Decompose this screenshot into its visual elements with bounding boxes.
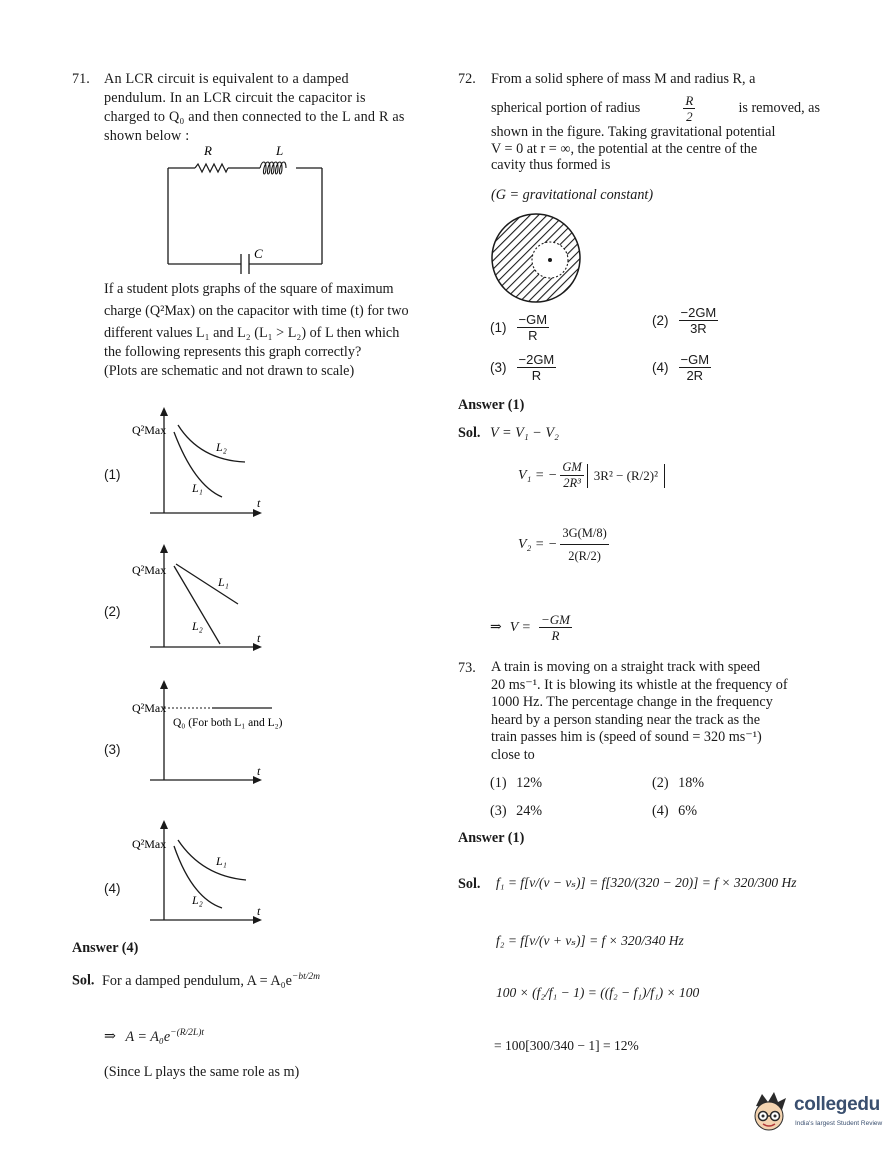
curve-label: L₂: [192, 893, 203, 907]
x-label: t: [257, 904, 261, 918]
option-value: [679, 352, 712, 383]
option-number: (3): [490, 803, 507, 819]
eq2-exp: −(R/2L)t: [170, 1028, 205, 1038]
brand-tagline: India's largest Student Review: [795, 1120, 883, 1127]
option-number: (2): [652, 313, 669, 328]
label-l: L: [276, 143, 284, 158]
q72-option-4[interactable]: [652, 352, 711, 383]
q71-body-line: the following represents this graph correctly?: [104, 344, 362, 360]
q71-block: [72, 70, 434, 146]
frac-numerator: −GM: [518, 312, 548, 327]
frac-denominator: 3R: [690, 321, 707, 336]
q72-note: (G = gravitational constant): [491, 186, 654, 203]
curve-label: L₁: [218, 575, 229, 589]
v1-bracket: 3R² − (R/2)²: [587, 464, 665, 488]
q71-eq2: [104, 1024, 204, 1047]
line-label: Q₀ (For both L₁ and L₂): [173, 717, 283, 729]
q73-option-2[interactable]: [652, 774, 704, 793]
sol-label: Sol.: [458, 876, 481, 892]
q72-block: [458, 70, 820, 205]
q73-option-3[interactable]: [490, 802, 542, 821]
q72-line: cavity thus formed is: [491, 157, 611, 173]
q73-result-equation: = 100[300/340 − 1] = 12%: [494, 1038, 639, 1053]
mascot-icon: [748, 1090, 790, 1136]
option-value: [517, 312, 550, 343]
q72-line2-post: is removed, as: [738, 100, 820, 116]
frac-numerator: −2GM: [680, 305, 717, 320]
q73-line: 20 ms⁻¹. It is blowing its whistle at the frequency of: [491, 676, 788, 693]
q71-body: [104, 280, 436, 381]
q71-number: 71.: [72, 71, 90, 87]
option-number: (1): [490, 775, 507, 791]
lcr-circuit-diagram: [160, 140, 330, 275]
frac-numerator: R: [685, 93, 694, 108]
brand-name: collegedu: [794, 1094, 880, 1115]
q72-solution: [458, 424, 559, 443]
v2-lhs: V₂ = −: [518, 536, 558, 552]
q73-number: 73.: [458, 660, 476, 676]
sol-label: Sol.: [458, 425, 481, 441]
q73-line: train passes him is (speed of sound = 320 ms⁻¹): [491, 729, 762, 745]
collegedunia-logo: [748, 1088, 891, 1140]
q71-stem-line: shown below :: [104, 128, 190, 144]
q72-number: 72.: [458, 71, 476, 87]
option-text: 18%: [678, 775, 705, 791]
q71-option-number[interactable]: (3): [104, 742, 121, 757]
curve-label: L₂: [192, 619, 203, 633]
q73-line: A train is moving on a straight track with speed: [491, 659, 761, 675]
q71-option-2-graph: [130, 542, 280, 654]
q73-f1-equation: f₁ = f[v/(v − vₛ)] = f[320/(320 − 20)] = f × 320/300 Hz: [496, 875, 797, 890]
y-label: Q²Max: [132, 701, 167, 715]
q73-block: [458, 659, 820, 764]
option-value: [517, 352, 557, 383]
curve-label: L₁: [216, 854, 227, 868]
q71-body-line: If a student plots graphs of the square of maximum: [104, 281, 394, 297]
q72-option-1[interactable]: [490, 312, 549, 343]
q71-solution: [72, 968, 320, 991]
q71-body-line: charge (Q²Max) on the capacitor with time (t) for two: [104, 303, 409, 319]
q71-option-number[interactable]: (1): [104, 467, 121, 482]
sol-exp: −bt/2m: [291, 972, 320, 982]
q72-line: From a solid sphere of mass M and radius R, a: [491, 71, 756, 87]
frac-numerator: −GM: [540, 612, 570, 627]
q73-f2-equation: f₂ = f[v/(v + vₛ)] = f × 320/340 Hz: [496, 933, 684, 948]
q71-stem-line: charged to Q₀ and then connected to the L and R as: [104, 109, 405, 125]
option-text: 24%: [516, 803, 543, 819]
q73-option-1[interactable]: [490, 774, 542, 793]
option-value: [679, 305, 719, 336]
y-label: Q²Max: [132, 563, 167, 577]
q71-option-4-graph: [130, 818, 280, 930]
q72-line2-pre: spherical portion of radius: [491, 100, 641, 116]
frac-numerator: −2GM: [518, 352, 555, 367]
frac-numerator: GM: [562, 460, 582, 474]
x-label: t: [257, 631, 261, 645]
q73-sol-label: [458, 875, 480, 894]
q73-percent-equation: 100 × (f₂/f₁ − 1) = ((f₂ − f₁)/f₁) × 100: [496, 985, 700, 1000]
eq2-text: A = A₀e: [125, 1028, 171, 1045]
q71-note: (Since L plays the same role as m): [104, 1064, 300, 1080]
sol-line: V = V₁ − V₂: [490, 425, 559, 441]
label-r: R: [204, 143, 212, 158]
q72-line: shown in the figure. Taking gravitational potential: [491, 124, 776, 140]
implies-symbol: ⇒: [490, 620, 502, 635]
sphere-with-cavity-figure: [490, 212, 582, 304]
option-text: 6%: [678, 803, 698, 819]
q72-line: V = 0 at r = ∞, the potential at the centre of the: [491, 140, 758, 157]
q71-option-number[interactable]: (2): [104, 604, 121, 619]
frac-denominator: 2(R/2): [568, 549, 601, 563]
resistor-symbol: [195, 164, 228, 172]
option-number: (4): [652, 360, 669, 375]
q72-final-equation: [490, 612, 572, 643]
v2-frac: [560, 522, 608, 567]
final-lhs: V =: [509, 619, 531, 635]
frac-numerator: 3G(M/8): [560, 522, 608, 545]
option-number: (3): [490, 360, 507, 375]
q71-option-3-graph: [130, 678, 310, 790]
frac-denominator: 2R: [686, 368, 704, 383]
q73-option-4[interactable]: [652, 802, 697, 821]
q71-option-1-graph: [130, 405, 280, 520]
y-label: Q²Max: [132, 837, 167, 851]
q71-stem-line: pendulum. In an LCR circuit the capacitor is: [104, 90, 366, 106]
upper-curve: [178, 425, 245, 462]
curve-label: L₁: [192, 481, 203, 495]
curve-label: L₂: [216, 440, 227, 454]
implies-symbol: ⇒: [104, 1028, 116, 1045]
option-number: (4): [652, 803, 669, 819]
label-c: C: [254, 246, 263, 261]
q71-stem-line: An LCR circuit is equivalent to a damped: [104, 71, 349, 87]
frac-numerator: −GM: [680, 352, 710, 367]
q71-answer: Answer (4): [72, 940, 139, 956]
q72-line2-frac: [683, 93, 695, 124]
frac-denominator: R: [531, 368, 542, 383]
v1-lhs: V₁ = −: [518, 467, 558, 483]
inductor-symbol: [260, 162, 286, 174]
sol-label: Sol.: [72, 972, 95, 989]
sol-text: For a damped pendulum, A = A₀e: [102, 972, 292, 989]
x-label: t: [257, 764, 261, 778]
q71-body-line: (Plots are schematic and not drawn to scale): [104, 363, 355, 379]
x-label: t: [257, 496, 261, 510]
q72-v2-equation: [518, 522, 609, 567]
q73-answer: Answer (1): [458, 830, 525, 846]
final-frac: [539, 612, 572, 643]
option-number: (1): [490, 320, 507, 335]
q71-option-number[interactable]: (4): [104, 881, 121, 896]
upper-curve: [178, 840, 246, 880]
q72-line: [491, 93, 820, 124]
option-text: 12%: [516, 775, 543, 791]
frac-denominator: R: [528, 328, 538, 343]
v1-frac: [560, 460, 583, 491]
frac-denominator: 2: [686, 109, 693, 124]
q73-line: 1000 Hz. The percentage change in the frequency: [491, 694, 773, 710]
q72-answer: Answer (1): [458, 397, 525, 413]
frac-denominator: 2R³: [563, 476, 581, 490]
q72-option-3[interactable]: [490, 352, 556, 383]
q73-line: heard by a person standing near the track as the: [491, 711, 761, 728]
q71-body-line: different values L₁ and L₂ (L₁ > L₂) of L then which: [104, 325, 400, 341]
frac-denominator: R: [551, 628, 560, 643]
y-label: Q²Max: [132, 423, 167, 437]
q72-v1-equation: [518, 460, 665, 491]
q72-option-2[interactable]: [652, 305, 718, 336]
option-number: (2): [652, 775, 669, 791]
q73-line: close to: [491, 746, 535, 763]
